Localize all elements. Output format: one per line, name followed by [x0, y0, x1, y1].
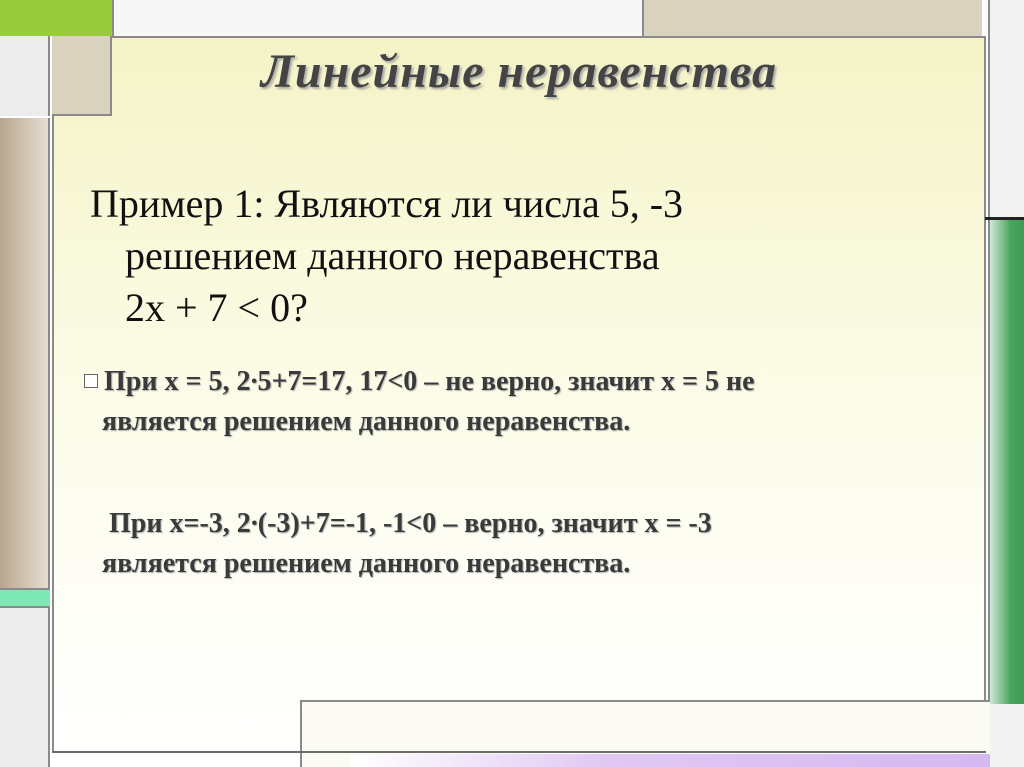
left-mint-block: [0, 588, 50, 608]
answer-paragraph-1: [84, 362, 964, 442]
corner-green-block: [0, 0, 112, 36]
answer-1-line-2: является решением данного неравенства.: [102, 406, 631, 437]
left-gray-block: [0, 36, 50, 116]
answer-paragraph-2: [84, 504, 964, 584]
example-question: [90, 178, 910, 334]
answer-1-line-1: [84, 362, 964, 402]
top-strip: [112, 0, 642, 36]
answer-1-line-1-text: При х = 5, 2∙5+7=17, 17<0 – не верно, значит х = 5 не: [104, 366, 755, 397]
left-brown-block: [0, 118, 50, 588]
answer-2-line-1: При х=-3, 2∙(-3)+7=-1, -1<0 – верно, значит х = -3: [102, 508, 712, 539]
right-green-block: [988, 220, 1024, 704]
slide-title: Линейные неравенства: [260, 45, 778, 98]
bottom-divider-line: [52, 751, 986, 753]
right-gray-block: [988, 0, 1024, 220]
example-inequality: 2x + 7 < 0?: [125, 285, 308, 330]
square-bullet-icon: [84, 374, 98, 388]
left-bottom-block: [0, 608, 50, 767]
bottom-purple-strip: [350, 754, 990, 767]
example-line-2: решением данного неравенства: [125, 233, 660, 278]
answer-2-line-2: является решением данного неравенства.: [102, 548, 631, 579]
right-bottom-block: [988, 704, 1024, 767]
right-divider-line: [985, 217, 1024, 220]
example-line-1: Пример 1: Являются ли числа 5, -3: [90, 181, 684, 226]
